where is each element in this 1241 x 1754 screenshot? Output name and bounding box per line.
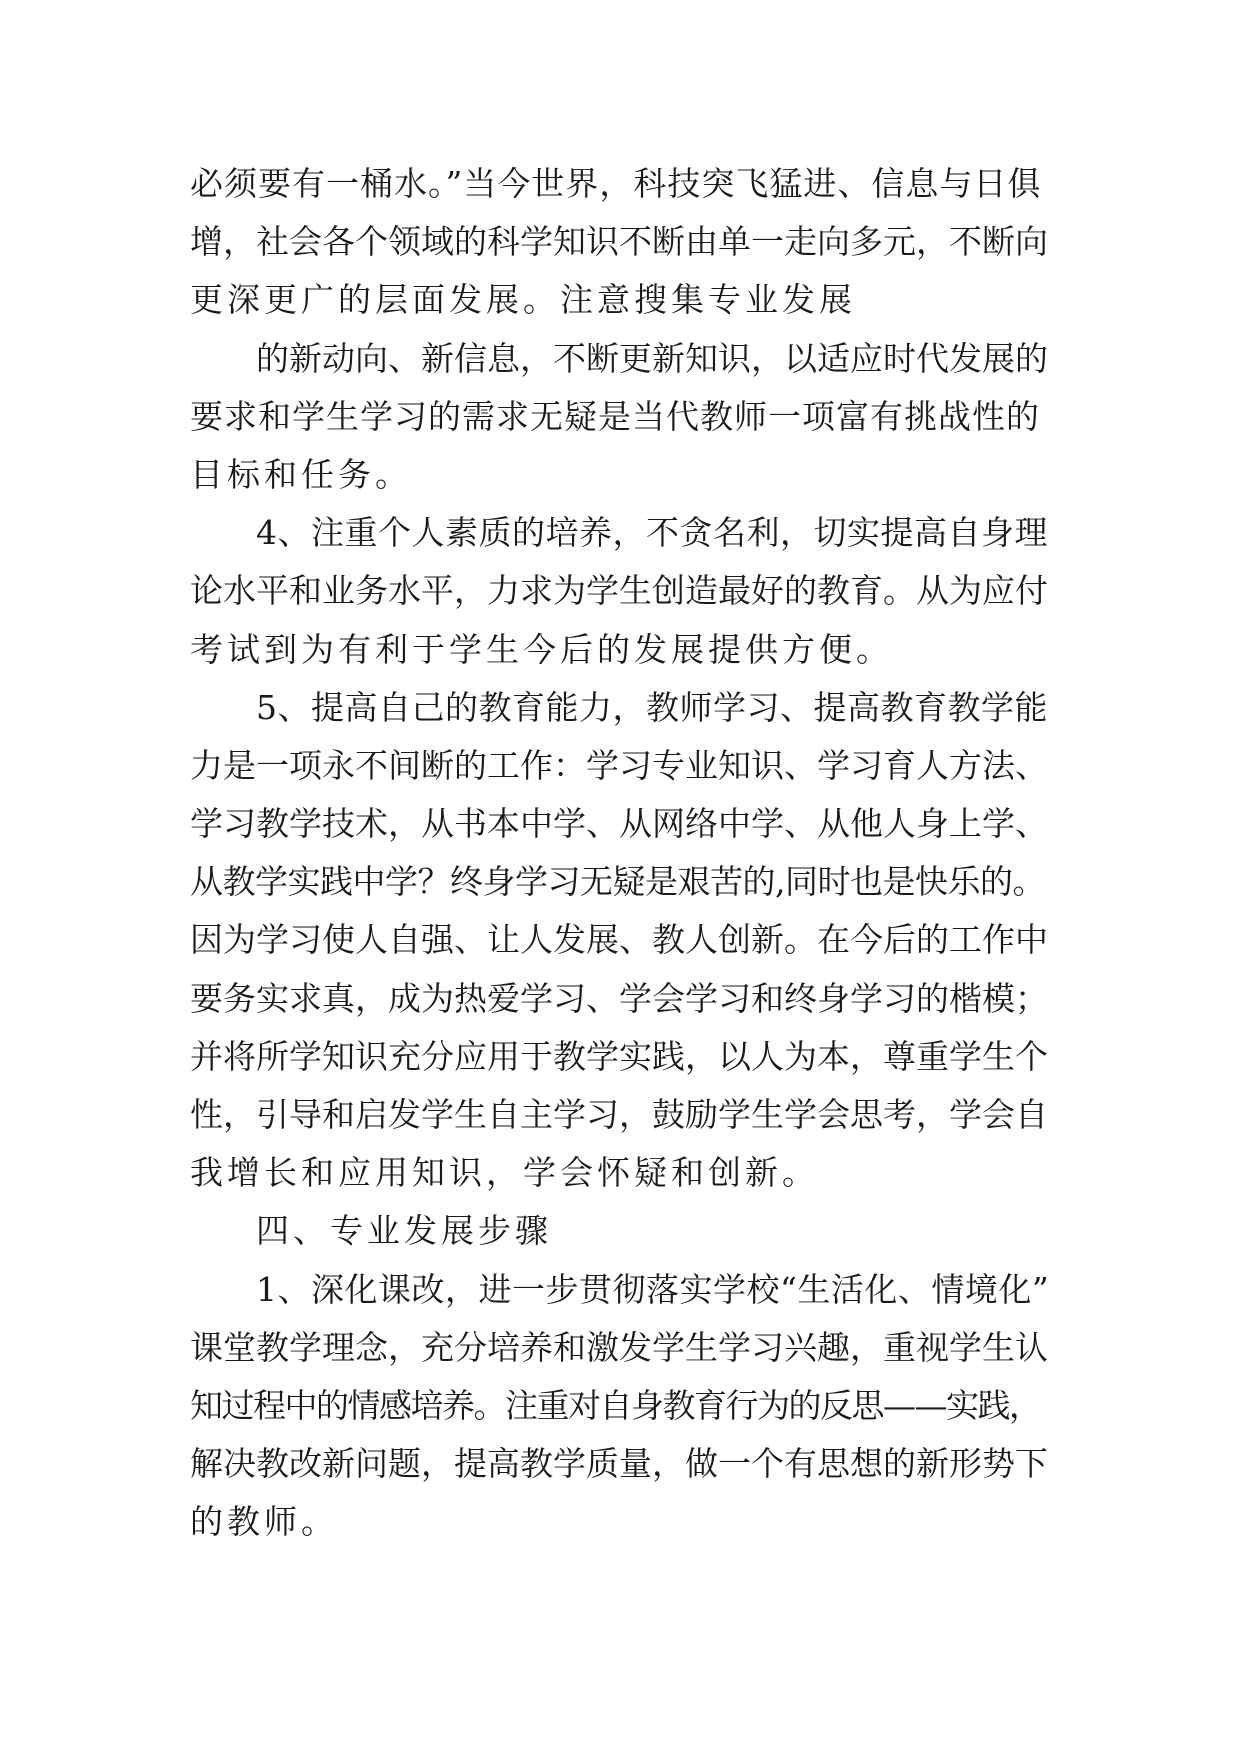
text-line: 4、注重个人素质的培养，不贪名利，切实提高自身理 xyxy=(256,513,1048,553)
text-line: 因为学习使人自强、让人发展、教人创新。在今后的工作中 xyxy=(190,920,1048,960)
text-line: 四、专业发展步骤 xyxy=(256,1211,552,1251)
text-line: 要务实求真，成为热爱学习、学会学习和终身学习的楷模； xyxy=(190,978,1048,1018)
text-line: 目标和任务。 xyxy=(190,454,412,494)
text-line: 从教学实践中学？终身学习无疑是艰苦的,同时也是快乐的。 xyxy=(190,862,1045,902)
text-line: 知过程中的情感培养。注重对自身教育行为的反思——实践， xyxy=(190,1385,1041,1425)
text-line: 考试到为有利于学生今后的发展提供方便。 xyxy=(190,629,893,669)
text-line: 课堂教学理念，充分培养和激发学生学习兴趣，重视学生认 xyxy=(190,1327,1048,1367)
paragraph xyxy=(190,330,1050,505)
paragraph xyxy=(190,1202,1050,1260)
document-body xyxy=(190,155,1050,1552)
paragraph xyxy=(190,679,1050,1203)
text-line: 我增长和应用知识，学会怀疑和创新。 xyxy=(190,1153,819,1193)
text-line: 的教师。 xyxy=(190,1502,338,1542)
text-line: 的新动向、新信息，不断更新知识，以适应时代发展的 xyxy=(256,338,1048,378)
text-line: 力是一项永不间断的工作：学习专业知识、学习育人方法、 xyxy=(190,745,1048,785)
text-line: 并将所学知识充分应用于教学实践，以人为本，尊重学生个 xyxy=(190,1036,1048,1076)
text-line: 必须要有一桶水。”当今世界，科技突飞猛进、信息与日俱 xyxy=(190,164,1042,203)
paragraph xyxy=(190,504,1050,679)
text-line: 更深更广的层面发展。注意搜集专业发展 xyxy=(190,280,856,320)
text-line: 1、深化课改，进一步贯彻落实学校“生活化、情境化” xyxy=(256,1269,1050,1309)
text-line: 解决教改新问题，提高教学质量，做一个有思想的新形势下 xyxy=(190,1444,1048,1484)
text-line: 学习教学技术，从书本中学、从网络中学、从他人身上学、 xyxy=(190,804,1048,844)
text-line: 增，社会各个领域的科学知识不断由单一走向多元，不断向 xyxy=(190,222,1048,262)
text-line: 5、提高自己的教育能力，教师学习、提高教育教学能 xyxy=(256,687,1048,727)
text-line: 要求和学生学习的需求无疑是当代教师一项富有挑战性的 xyxy=(190,396,1040,436)
text-line: 性，引导和启发学生自主学习，鼓励学生学会思考，学会自 xyxy=(190,1095,1048,1134)
text-line: 论水平和业务水平，力求为学生创造最好的教育。从为应付 xyxy=(190,571,1048,611)
paragraph xyxy=(190,1261,1050,1552)
paragraph xyxy=(190,155,1050,330)
